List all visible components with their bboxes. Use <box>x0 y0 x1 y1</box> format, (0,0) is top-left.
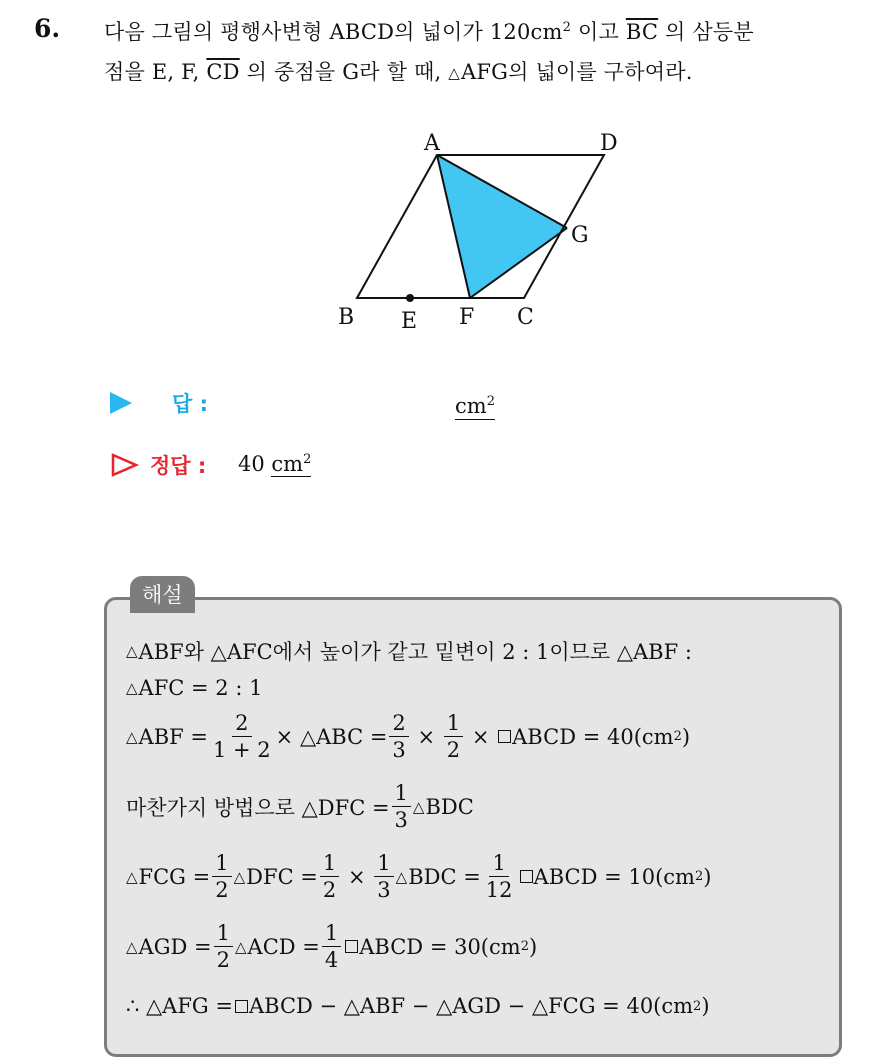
answer-field[interactable]: $cm^2$ <box>455 389 495 420</box>
question-line-2: 점을 E, F, $\overline{CD}$ 의 중점을 G라 할 때, △AFG의 넓이를 구하여라. <box>104 60 693 84</box>
explanation-line-2: △ AFC = 2 : 1 <box>126 676 263 700</box>
explanation-line-4: 마찬가지 방법으로 △DFC = $\frac{1}{3}$ △ BDC <box>126 781 474 832</box>
label-g: G <box>571 223 589 248</box>
point-e <box>406 294 414 302</box>
explanation-tag: 해설 <box>130 576 195 613</box>
explanation-line-1: △ ABF와 △AFC에서 높이가 같고 밑변이 2 : 1이므로 △ABF : <box>126 640 692 664</box>
triangle-afg <box>437 155 567 298</box>
label-a: A <box>424 131 440 156</box>
square-symbol-icon <box>345 940 358 953</box>
question-number: 6. <box>34 14 61 43</box>
label-c: C <box>517 305 534 330</box>
explanation-line-7: ∴ △AFG = ABCD − △ABF − △AGD − △FCG = 40(cm 2 ) <box>126 994 710 1018</box>
parallelogram-figure <box>330 120 650 342</box>
square-symbol-icon <box>498 730 511 743</box>
segment-bc: $\overline{BC}$ <box>625 20 659 44</box>
explanation-line-5: △ FCG = $\frac{1}{2}$ △ DFC = $\frac{1}{2}$ × $\frac{1}{3}$ △ BDC = $\frac{1}{12}$ ABCD = 10(cm 2 ) <box>126 851 712 902</box>
answer-arrow-icon <box>110 392 132 414</box>
solution-label: 정답 : <box>150 454 207 478</box>
label-b: B <box>338 305 355 330</box>
label-e: E <box>401 309 418 334</box>
solution-arrow-outline-icon <box>110 452 140 478</box>
explanation-line-3: △ ABF = $\frac{2}{1 + 2}$ × △ABC = $\frac{2}{3}$ × $\frac{1}{2}$ × ABCD = 40(cm 2 ) <box>126 711 691 762</box>
segment-cd: $\overline{CD}$ <box>206 60 240 84</box>
label-f: F <box>459 305 475 330</box>
label-d: D <box>600 131 618 156</box>
answer-label: 답 : <box>172 392 208 416</box>
square-symbol-icon <box>235 1000 248 1013</box>
solution-value: 40 $cm^2$ <box>238 452 312 476</box>
square-symbol-icon <box>520 870 533 883</box>
question-line-1: 다음 그림의 평행사변형 ABCD의 넓이가 $120cm^2$ 이고 $\overline{BC}$ 의 삼등분 <box>104 20 754 44</box>
explanation-line-6: △ AGD = $\frac{1}{2}$ △ ACD = $\frac{1}{4}$ ABCD = 30(cm 2 ) <box>126 921 538 972</box>
